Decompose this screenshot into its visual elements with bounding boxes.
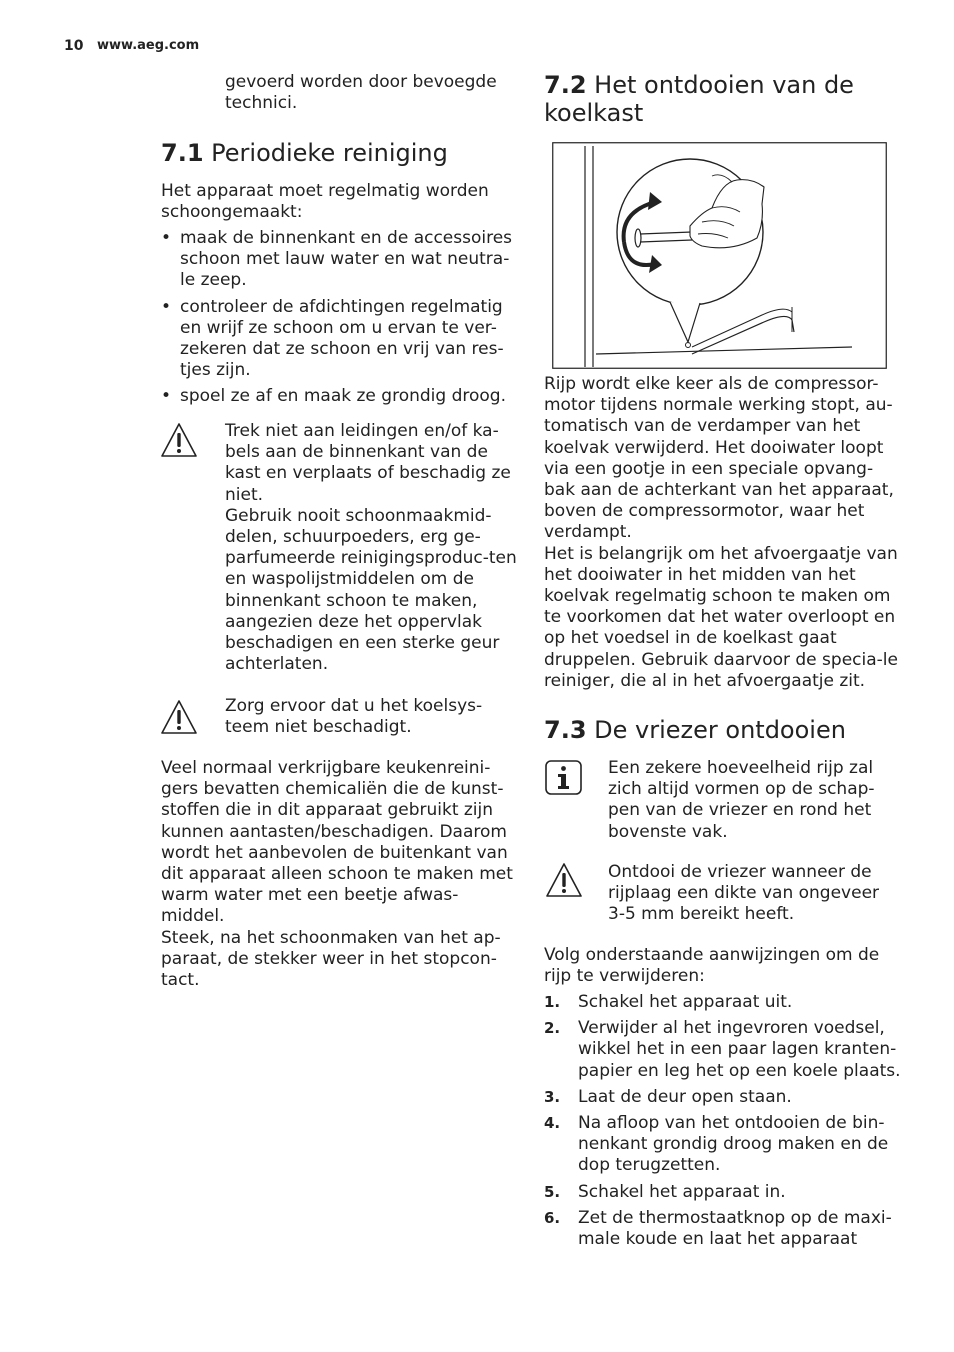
warning-text-3: Ontdooi de vriezer wanneer de rijplaag een dikte van ongeveer 3-5 mm bereikt heeft. xyxy=(608,862,880,925)
step-text: Zet de thermostaatknop op de maxi-male koude en laat het apparaat xyxy=(578,1207,892,1250)
section-title: De vriezer ontdooien xyxy=(594,716,846,744)
step-number: 3. xyxy=(544,1087,561,1106)
list-item xyxy=(544,1208,904,1250)
page-number: 10 xyxy=(64,38,84,54)
paragraph: Rijp wordt elke keer als de compressor-motor tijdens normale werking stopt, au-tomatisch van de verdamper van het koelvak verwijderd. Het dooiwater loopt via een gootje in een speciale opvang-bak aan de achterkant van het apparaat, boven de compressormotor, waar het verdampt. xyxy=(544,374,894,543)
section-7-2-heading xyxy=(544,71,904,127)
section-number: 7.2 xyxy=(544,71,587,99)
cleaning-bullet-list xyxy=(161,228,516,413)
section-7-1-heading xyxy=(161,139,521,167)
step-number: 2. xyxy=(544,1019,561,1038)
list-item: • maak de binnenkant en de accessoires schoon met lauw water en wat neutra-le zeep. xyxy=(161,228,516,292)
warning-triangle-icon xyxy=(160,422,198,458)
warning-triangle-icon xyxy=(545,862,583,898)
defrost-drain-illustration xyxy=(552,142,887,369)
section-number: 7.3 xyxy=(544,716,587,744)
warning-text-2: Zorg ervoor dat u het koelsys-teem niet beschadigt. xyxy=(225,696,483,738)
step-text: Laat de deur open staan. xyxy=(578,1086,792,1107)
defrost-steps-list xyxy=(544,992,904,1255)
intro-text: gevoerd worden door bevoegde technici. xyxy=(225,72,497,114)
list-item xyxy=(544,992,904,1013)
list-item xyxy=(544,1113,904,1177)
step-number: 6. xyxy=(544,1208,561,1227)
list-item: • controleer de afdichtingen regelmatig en wrijf ze schoon om u ervan te ver-zekeren dat ze schoon en vrij van res-tjes zijn. xyxy=(161,297,516,382)
list-item xyxy=(544,1018,904,1082)
info-icon xyxy=(545,760,582,795)
section-7-3-heading xyxy=(544,716,904,744)
warning-text-1 xyxy=(225,421,517,675)
warning-paragraph: Gebruik nooit schoonmaakmid-delen, schuurpoeders, erg ge-parfumeerde reinigingsproduc-ten en waspolijstmiddelen om de binnenkant schoon te maken, aangezien deze het oppervlak beschadigen en een sterke geur achterlaten. xyxy=(225,505,517,675)
warning-paragraph: Trek niet aan leidingen en/of ka-bels aan de binnenkant van de kast en verplaats of beschadig ze niet. xyxy=(225,421,511,505)
paragraph: Steek, na het schoonmaken van het ap-paraat, de stekker weer in het stopcon-tact. xyxy=(161,927,501,991)
step-text: Verwijder al het ingevroren voedsel, wikkel het in een paar lagen kranten-papier en leg het op een koele plaats. xyxy=(578,1018,901,1081)
section-title: Periodieke reiniging xyxy=(211,139,448,167)
paragraph: Het is belangrijk om het afvoergaatje van het dooiwater in het midden van het koelvak regelmatig schoon te maken om te voorkomen dat het water overloopt en op het voedsel in de koelkast gaat druppelen. Gebruik daarvoor de specia-le reiniger, die al in het afvoergaatje zit. xyxy=(544,543,898,691)
section-title: Het ontdooien van de koelkast xyxy=(544,71,854,127)
step-number: 1. xyxy=(544,993,561,1011)
list-item: • spoel ze af en maak ze grondig droog. xyxy=(161,386,516,407)
list-item xyxy=(544,1182,904,1203)
info-text: Een zekere hoeveelheid rijp zal zich altijd vormen op de schap-pen van de vriezer en rond het bovenste vak. xyxy=(608,758,875,842)
step-text: Na afloop van het ontdooien de bin-nenkant grondig droog maken en de dop terugzetten. xyxy=(578,1113,889,1176)
section-number: 7.1 xyxy=(161,139,204,167)
warning-triangle-icon xyxy=(160,699,198,735)
cleaning-paragraphs xyxy=(161,758,516,991)
step-number: 5. xyxy=(544,1182,561,1201)
list-item xyxy=(544,1087,904,1108)
step-text: Schakel het apparaat in. xyxy=(578,1181,786,1202)
paragraph: Veel normaal verkrijgbare keukenreini-gers bevatten chemicaliën die de kunst-stoffen die in dit apparaat gebruikt zijn kunnen aantasten/beschadigen. Daarom wordt het aanbevolen de buitenkant van dit apparaat alleen schoon te maken met warm water met een beetje afwas-middel. xyxy=(161,758,513,927)
defrost-intro: Volg onderstaande aanwijzingen om de rijp te verwijderen: xyxy=(544,945,880,987)
step-number: 4. xyxy=(544,1114,561,1133)
header-url: www.aeg.com xyxy=(97,38,200,53)
section-7-2-text xyxy=(544,374,899,692)
step-text: Schakel het apparaat uit. xyxy=(578,992,793,1012)
section-7-1-intro: Het apparaat moet regelmatig worden schoongemaakt: xyxy=(161,181,489,223)
